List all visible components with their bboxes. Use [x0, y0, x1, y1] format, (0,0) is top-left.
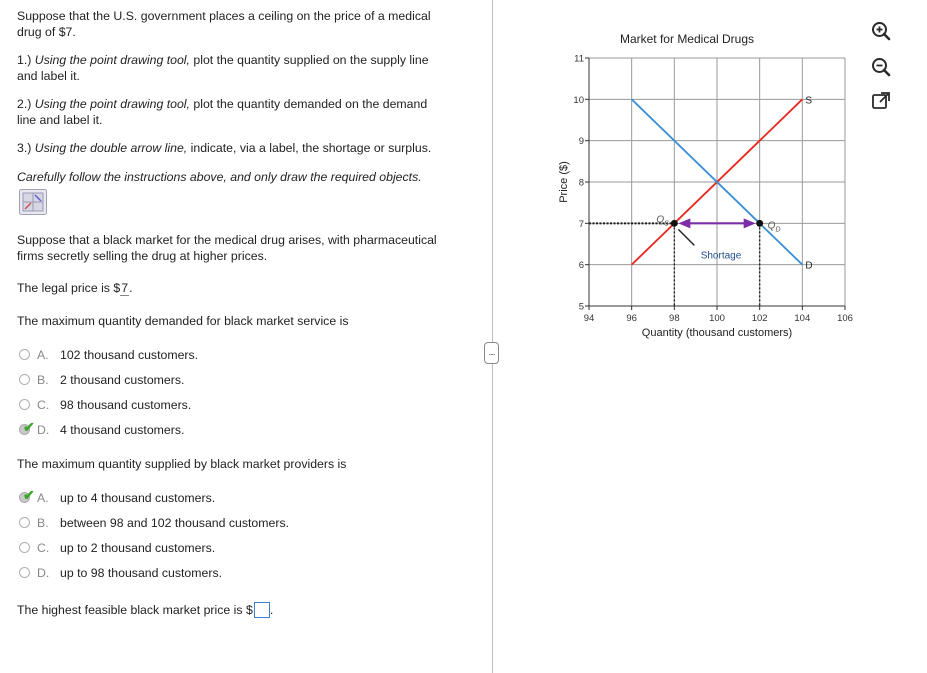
option-text: between 98 and 102 thousand customers. — [60, 516, 290, 530]
supply-label: S — [805, 95, 813, 107]
step-2-rest: plot the quantity demanded on the demand — [193, 97, 428, 111]
zoom-out-icon[interactable] — [870, 56, 892, 78]
option-letter: D. — [37, 566, 50, 580]
zoom-in-icon[interactable] — [870, 20, 892, 42]
marks[interactable] — [589, 214, 781, 306]
x-tick-label: 104 — [794, 313, 811, 324]
checkmark-icon: ✔ — [23, 419, 35, 435]
radio-icon[interactable] — [19, 349, 30, 360]
step-1-line-2: and label it. — [17, 69, 80, 83]
shortage-label: Shortage — [700, 250, 742, 262]
step-3-italic: Using the double arrow line, — [34, 141, 188, 155]
radio-icon[interactable] — [19, 399, 30, 410]
y-tick-label: 8 — [578, 177, 584, 189]
series — [632, 95, 813, 271]
question-3-text — [17, 602, 273, 618]
legal-price-value: 7 — [121, 281, 129, 295]
step-3-prefix: 3.) — [17, 141, 32, 155]
ticks — [573, 54, 853, 325]
legal-price-suffix: . — [129, 281, 133, 295]
qd-label: $Q_D$ — [767, 220, 781, 234]
x-tick-label: 94 — [583, 313, 595, 324]
question-3-suffix: . — [269, 603, 274, 617]
x-tick-label: 106 — [837, 313, 853, 324]
step-2-italic: Using the point drawing tool, — [34, 97, 190, 111]
option-text: up to 98 thousand customers. — [60, 566, 223, 580]
step-3-rest: indicate, via a label, the shortage or surplus. — [190, 141, 432, 155]
panel-resize-handle[interactable]: .... — [484, 342, 499, 364]
legal-price-prefix: The legal price is $ — [17, 281, 121, 295]
radio-icon[interactable] — [19, 542, 30, 553]
x-axis-label: Quantity (thousand customers) — [641, 327, 793, 339]
instruction-text: Carefully follow the instructions above, and only draw the required objects. — [17, 170, 422, 184]
demand-label: D — [805, 260, 813, 272]
step-1-prefix: 1.) — [17, 53, 32, 67]
shortage-label-connector — [678, 229, 694, 245]
option-letter: D. — [37, 423, 50, 437]
black-market-line-2: firms secretly selling the drug at higher prices. — [17, 249, 268, 263]
question-1-text: The maximum quantity demanded for black market service is — [17, 314, 349, 328]
question-2-text: The maximum quantity supplied by black market providers is — [17, 457, 347, 471]
graph-tool-icon[interactable] — [19, 189, 47, 215]
black-market-line-1: Suppose that a black market for the medical drug arises, with pharmaceutical — [17, 233, 437, 247]
y-axis-label: Price ($) — [558, 161, 570, 203]
qs-point[interactable] — [671, 220, 678, 227]
x-tick-label: 98 — [669, 313, 680, 324]
y-tick-label: 10 — [573, 94, 584, 106]
chart-title: Market for Medical Drugs — [619, 32, 755, 46]
black-market-price-input[interactable] — [254, 602, 270, 618]
step-2-text — [17, 96, 427, 128]
step-1-rest: plot the quantity supplied on the supply line — [193, 53, 429, 67]
x-tick-label: 100 — [709, 313, 725, 324]
y-tick-label: 7 — [578, 218, 584, 230]
option-text: 2 thousand customers. — [60, 373, 185, 387]
step-1-text — [17, 52, 429, 84]
step-2-prefix: 2.) — [17, 97, 32, 111]
option-letter: C. — [37, 541, 50, 555]
radio-icon[interactable] — [19, 567, 30, 578]
shortage-arrow-head-left[interactable] — [678, 218, 690, 228]
y-tick-label: 9 — [578, 136, 584, 148]
step-2-line-2: line and label it. — [17, 113, 103, 127]
market-graph[interactable] — [545, 20, 863, 340]
x-tick-label: 102 — [751, 313, 768, 324]
intro-text — [17, 8, 431, 40]
option-text: 102 thousand customers. — [60, 348, 199, 362]
expand-icon[interactable] — [870, 90, 892, 112]
question-3-label: The highest feasible black market price is $ — [17, 603, 253, 617]
legal-price-text — [17, 280, 132, 296]
option-letter: A. — [37, 348, 49, 362]
shortage-arrow-head-right[interactable] — [744, 218, 756, 228]
radio-icon[interactable] — [19, 374, 30, 385]
panel-divider[interactable] — [492, 0, 493, 673]
y-tick-label: 5 — [578, 301, 584, 313]
y-tick-label: 11 — [574, 53, 584, 65]
option-letter: A. — [37, 491, 49, 505]
radio-icon[interactable] — [19, 517, 30, 528]
checkmark-icon: ✔ — [23, 487, 35, 503]
black-market-text — [17, 232, 437, 264]
y-tick-label: 6 — [578, 260, 584, 272]
option-text: up to 4 thousand customers. — [60, 491, 216, 505]
option-letter: B. — [37, 373, 49, 387]
intro-line-2: drug of $7. — [17, 25, 76, 39]
option-text: up to 2 thousand customers. — [60, 541, 216, 555]
x-tick-label: 96 — [626, 313, 637, 324]
step-1-italic: Using the point drawing tool, — [34, 53, 190, 67]
option-letter: B. — [37, 516, 49, 530]
intro-line-1: Suppose that the U.S. government places a ceiling on the price of a medical — [17, 9, 431, 23]
option-text: 4 thousand customers. — [60, 423, 185, 437]
option-letter: C. — [37, 398, 50, 412]
qs-label: $Q_S$ — [656, 214, 669, 228]
option-text: 98 thousand customers. — [60, 398, 192, 412]
qd-point[interactable] — [756, 220, 763, 227]
step-3-text — [17, 140, 431, 156]
